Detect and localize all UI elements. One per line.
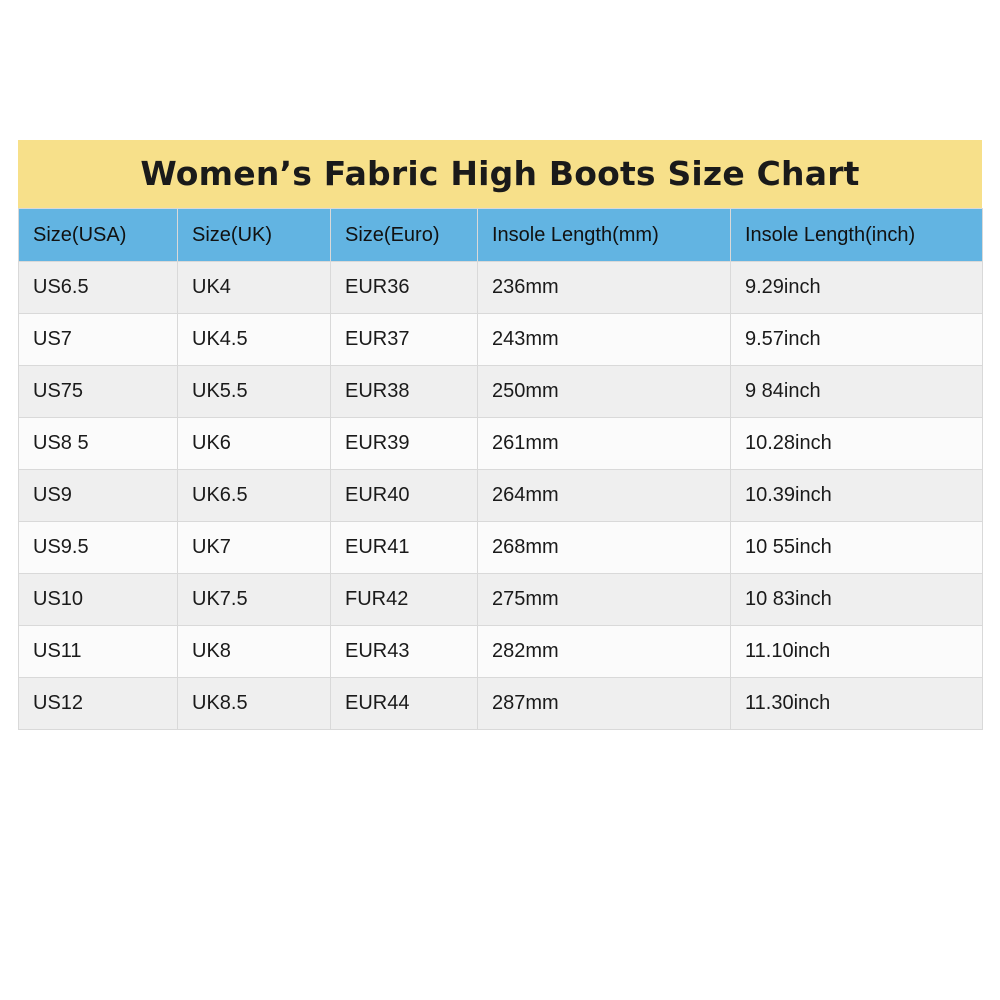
cell-size-euro: EUR41 (331, 522, 478, 574)
cell-size-usa: US9.5 (19, 522, 178, 574)
cell-insole-mm: 275mm (478, 574, 731, 626)
cell-size-euro: EUR37 (331, 314, 478, 366)
table-row (19, 626, 983, 678)
size-chart-container (18, 140, 982, 730)
column-header-insole-inch: Insole Length(inch) (731, 209, 983, 262)
cell-size-uk: UK7.5 (178, 574, 331, 626)
table-row (19, 470, 983, 522)
cell-insole-mm: 264mm (478, 470, 731, 522)
chart-title: Women’s Fabric High Boots Size Chart (18, 140, 982, 208)
cell-size-euro: EUR40 (331, 470, 478, 522)
cell-size-euro: EUR44 (331, 678, 478, 730)
table-header (19, 209, 983, 262)
cell-insole-inch: 11.10inch (731, 626, 983, 678)
cell-size-euro: EUR38 (331, 366, 478, 418)
table-body (19, 262, 983, 730)
cell-insole-mm: 250mm (478, 366, 731, 418)
cell-size-usa: US10 (19, 574, 178, 626)
table-row (19, 574, 983, 626)
cell-insole-mm: 287mm (478, 678, 731, 730)
cell-size-usa: US8 5 (19, 418, 178, 470)
cell-insole-mm: 268mm (478, 522, 731, 574)
cell-size-uk: UK8 (178, 626, 331, 678)
table-row (19, 418, 983, 470)
cell-insole-inch: 10 55inch (731, 522, 983, 574)
table-row (19, 522, 983, 574)
cell-size-uk: UK7 (178, 522, 331, 574)
cell-insole-inch: 10.28inch (731, 418, 983, 470)
table-row (19, 366, 983, 418)
cell-insole-inch: 10 83inch (731, 574, 983, 626)
cell-size-usa: US6.5 (19, 262, 178, 314)
column-header-insole-mm: Insole Length(mm) (478, 209, 731, 262)
column-header-size-euro: Size(Euro) (331, 209, 478, 262)
cell-size-uk: UK4.5 (178, 314, 331, 366)
cell-insole-mm: 243mm (478, 314, 731, 366)
cell-insole-inch: 9.29inch (731, 262, 983, 314)
cell-size-euro: EUR43 (331, 626, 478, 678)
cell-size-euro: EUR39 (331, 418, 478, 470)
cell-insole-inch: 11.30inch (731, 678, 983, 730)
table-header-row (19, 209, 983, 262)
cell-size-usa: US12 (19, 678, 178, 730)
cell-insole-inch: 9.57inch (731, 314, 983, 366)
cell-size-uk: UK4 (178, 262, 331, 314)
table-row (19, 678, 983, 730)
column-header-size-uk: Size(UK) (178, 209, 331, 262)
cell-size-euro: EUR36 (331, 262, 478, 314)
cell-insole-inch: 9 84inch (731, 366, 983, 418)
cell-size-usa: US7 (19, 314, 178, 366)
column-header-size-usa: Size(USA) (19, 209, 178, 262)
cell-size-euro: FUR42 (331, 574, 478, 626)
cell-insole-mm: 282mm (478, 626, 731, 678)
size-chart-table (18, 208, 983, 730)
cell-size-uk: UK5.5 (178, 366, 331, 418)
cell-insole-inch: 10.39inch (731, 470, 983, 522)
table-row (19, 314, 983, 366)
cell-size-uk: UK6.5 (178, 470, 331, 522)
cell-size-usa: US75 (19, 366, 178, 418)
cell-size-uk: UK6 (178, 418, 331, 470)
cell-size-usa: US9 (19, 470, 178, 522)
table-row (19, 262, 983, 314)
cell-size-uk: UK8.5 (178, 678, 331, 730)
cell-size-usa: US11 (19, 626, 178, 678)
cell-insole-mm: 261mm (478, 418, 731, 470)
cell-insole-mm: 236mm (478, 262, 731, 314)
